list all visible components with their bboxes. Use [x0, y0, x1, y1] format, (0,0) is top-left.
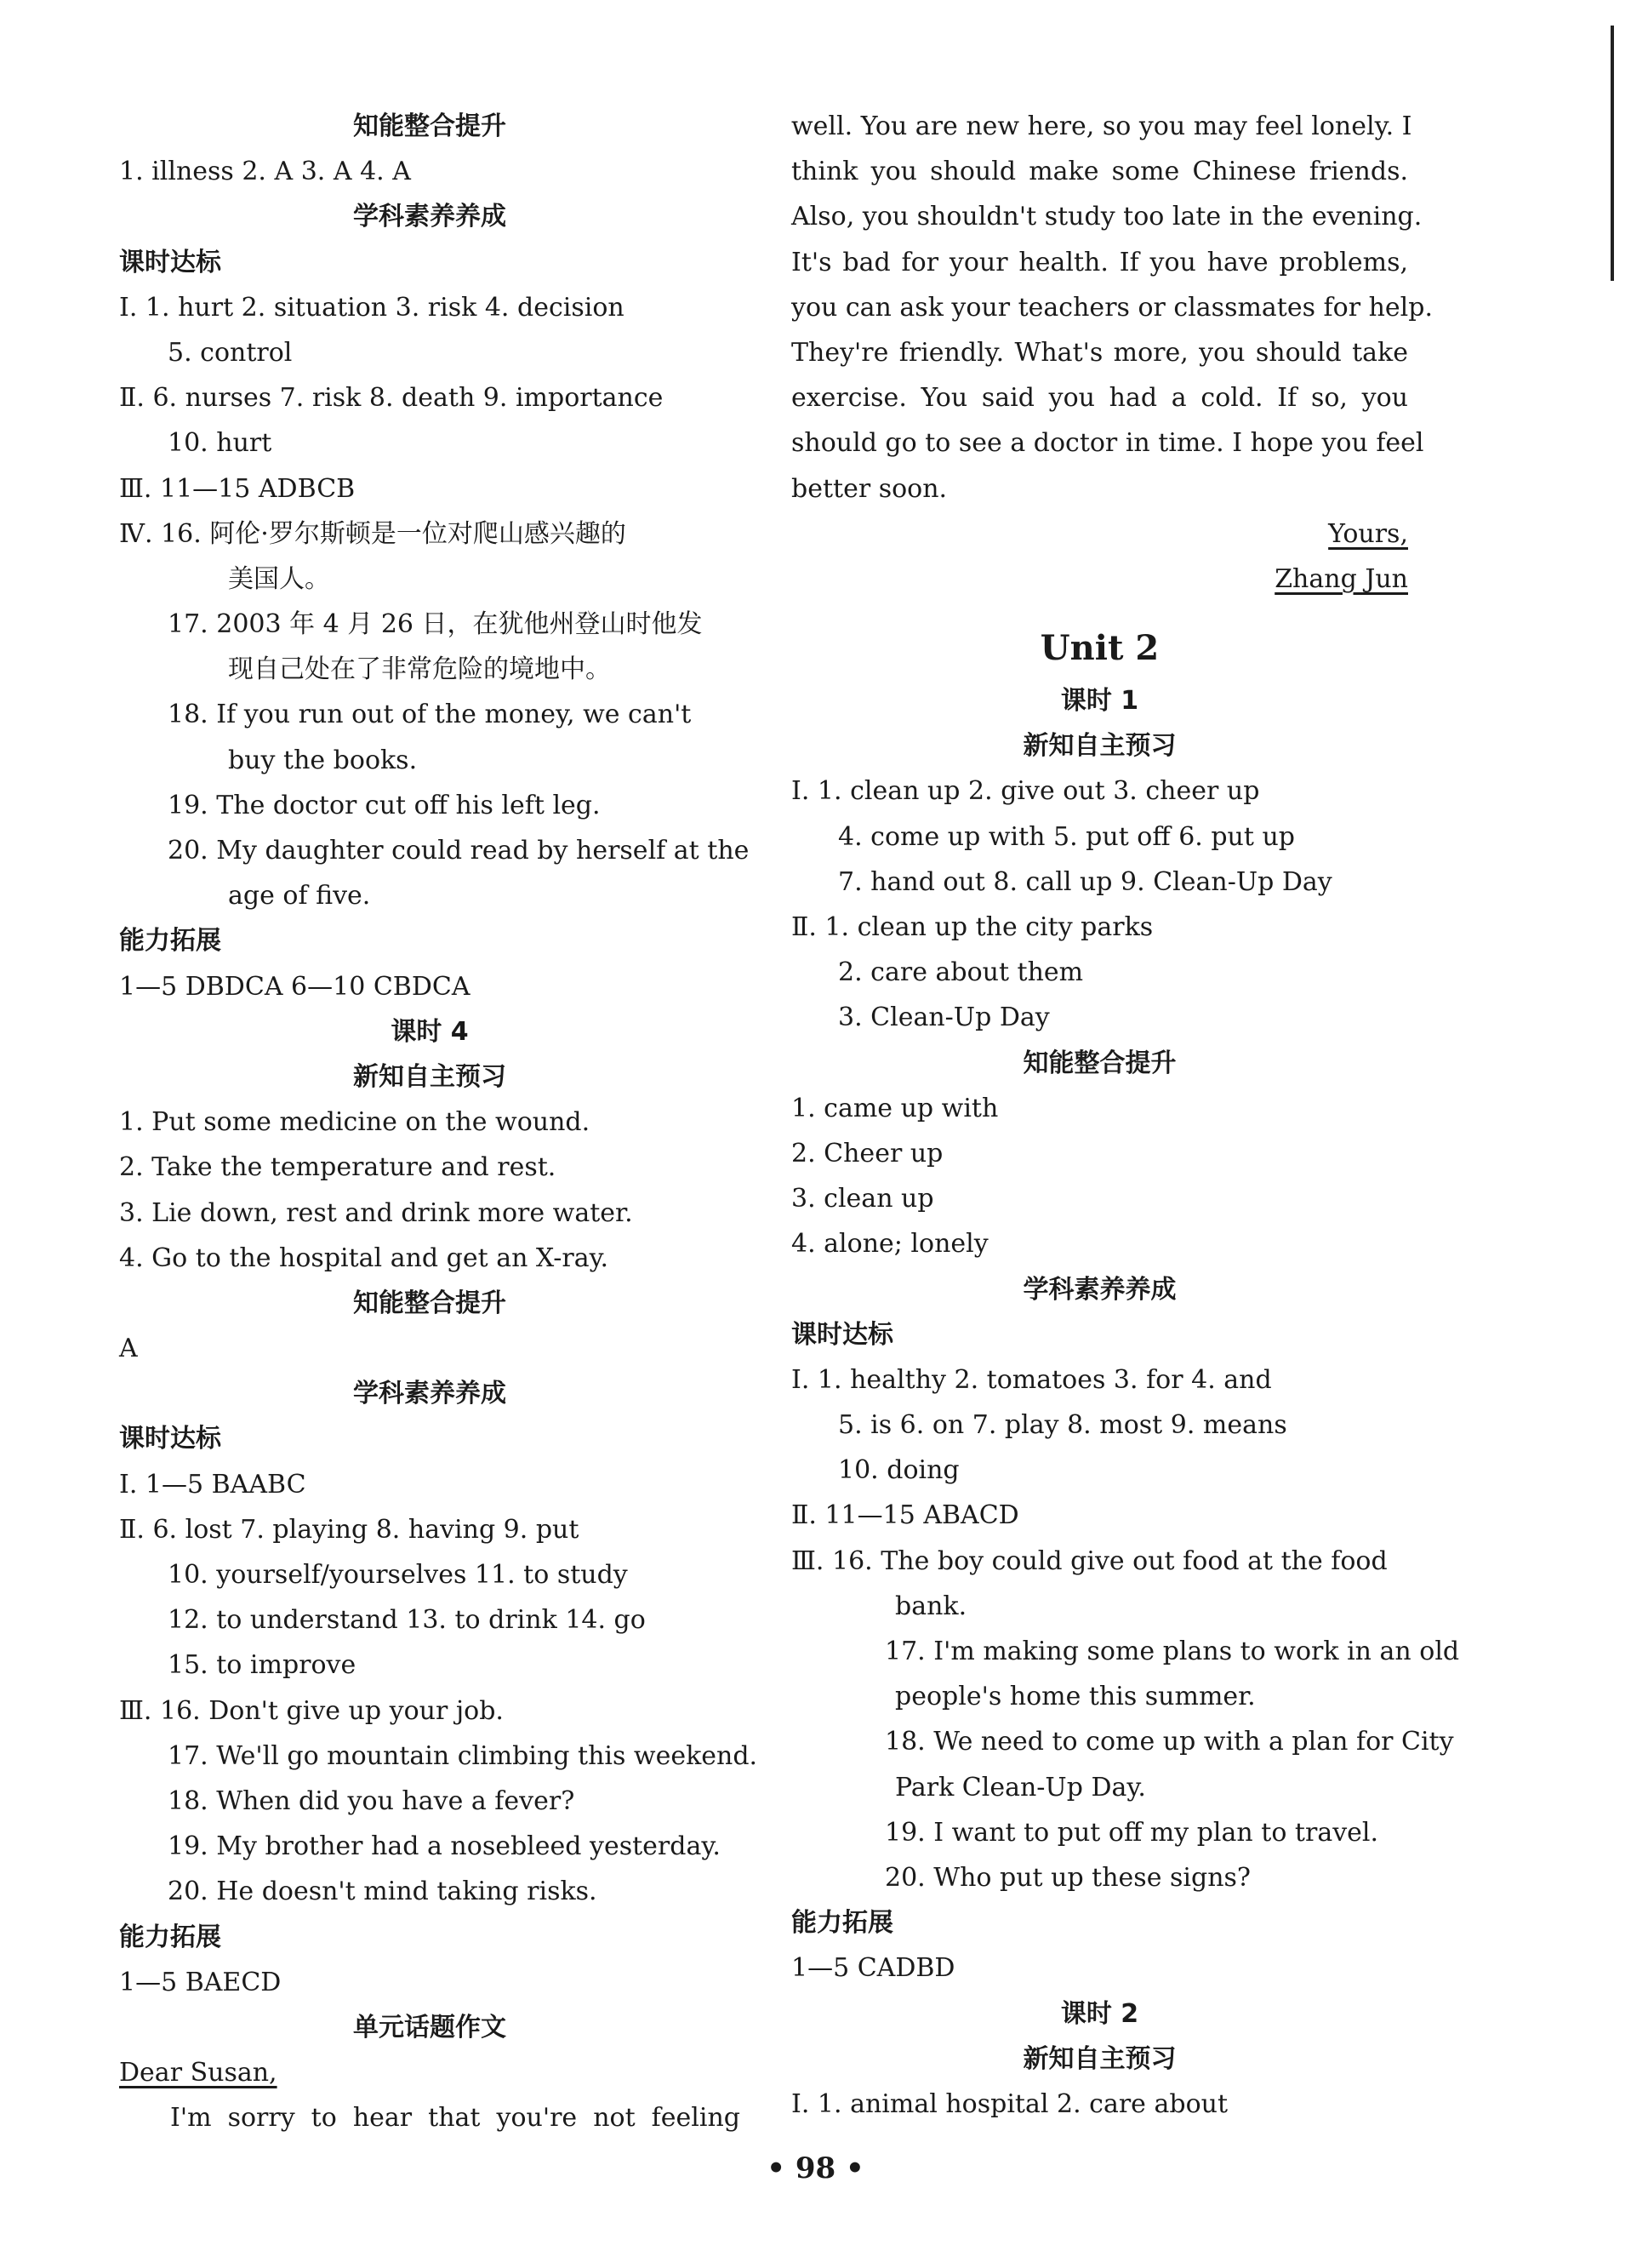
subsection-heading: 能力拓展	[119, 926, 221, 957]
answer-line: 10. doing	[838, 1455, 960, 1486]
answer-line: 1. came up with	[791, 1093, 999, 1123]
section-heading: 新知自主预习	[1023, 731, 1177, 762]
answer-line: 2. Cheer up	[791, 1138, 944, 1168]
answer-line: A	[119, 1334, 138, 1364]
answer-line: 1—5 BAECD	[119, 1967, 282, 1997]
answer-line: 12. to understand 13. to drink 14. go	[168, 1605, 646, 1636]
answer-continuation: age of five.	[228, 881, 371, 911]
answer-line: 2. care about them	[838, 957, 1084, 988]
essay-line: well. You are new here, so you may feel lonely. I	[791, 111, 1412, 141]
answer-line: 15. to improve	[168, 1650, 356, 1681]
subsection-heading: 课时达标	[119, 1424, 221, 1454]
answer-line: Ⅱ. 11—15 ABACD	[791, 1500, 1019, 1531]
answer-line: 10. hurt	[168, 428, 272, 459]
answer-line: 18. We need to come up with a plan for City	[885, 1727, 1454, 1757]
answer-line: 3. clean up	[791, 1184, 934, 1214]
page-number: • 98 •	[767, 2151, 864, 2185]
left-column	[119, 104, 758, 2140]
answer-line: 5. control	[168, 337, 293, 368]
answer-line: Ⅰ. 1. hurt 2. situation 3. risk 4. decision	[119, 292, 624, 323]
answer-line: 2. Take the temperature and rest.	[119, 1152, 556, 1183]
subsection-heading: 课时达标	[791, 1319, 893, 1350]
answer-continuation: 美国人。	[228, 563, 330, 594]
answer-line: 4. Go to the hospital and get an X-ray.	[119, 1243, 609, 1273]
section-heading: 知能整合提升	[353, 111, 506, 141]
answer-line: 3. Clean-Up Day	[838, 1003, 1050, 1033]
section-heading: 学科素养养成	[353, 1379, 506, 1409]
essay-line: It's bad for your health. If you have problems,	[791, 247, 1408, 277]
answer-line: 10. yourself/yourselves 11. to study	[168, 1560, 628, 1590]
answer-line: 17. 2003 年 4 月 26 日，在犹他州登山时他发	[168, 609, 703, 640]
answer-line: Ⅲ. 16. The boy could give out food at the food	[791, 1545, 1388, 1576]
answer-continuation: buy the books.	[228, 745, 418, 775]
answer-line: 5. is 6. on 7. play 8. most 9. means	[838, 1410, 1287, 1441]
essay-line: you can ask your teachers or classmates for help.	[791, 292, 1433, 323]
letter-salutation: Dear Susan,	[119, 2058, 277, 2088]
essay-line: exercise. You said you had a cold. If so, you	[791, 383, 1408, 414]
section-heading: 知能整合提升	[353, 1288, 506, 1318]
subsection-heading: 课时达标	[119, 247, 221, 277]
answer-line: better soon.	[791, 473, 948, 504]
essay-line: Also, you shouldn't study too late in the evening.	[791, 202, 1423, 232]
answer-line: 19. The doctor cut off his left leg.	[168, 790, 601, 820]
answer-line: 17. I'm making some plans to work in an old	[885, 1637, 1460, 1666]
answer-line: 4. come up with 5. put off 6. put up	[838, 821, 1295, 852]
right-column	[791, 104, 1460, 2127]
section-heading: 知能整合提升	[1023, 1048, 1177, 1078]
answer-continuation: 现自己处在了非常危险的境地中。	[228, 654, 611, 685]
section-heading: 课时 2	[1060, 1998, 1139, 2029]
answer-line: Ⅳ. 16. 阿伦·罗尔斯顿是一位对爬山感兴趣的	[119, 518, 626, 549]
answer-continuation: bank.	[895, 1591, 967, 1621]
unit-title: Unit 2	[1040, 628, 1160, 669]
answer-line: 20. My daughter could read by herself at the	[168, 836, 750, 865]
section-heading: 课时 4	[391, 1016, 469, 1047]
answer-line: 17. We'll go mountain climbing this weekend.	[168, 1740, 758, 1771]
answer-line: 19. My brother had a nosebleed yesterday.	[168, 1831, 721, 1862]
answer-line: Ⅰ. 1. healthy 2. tomatoes 3. for 4. and	[791, 1364, 1272, 1395]
answer-line: Ⅱ. 6. lost 7. playing 8. having 9. put	[119, 1514, 579, 1545]
answer-line: Ⅰ. 1. clean up 2. give out 3. cheer up	[791, 776, 1260, 807]
essay-line: think you should make some Chinese friends.	[791, 157, 1408, 187]
answer-line: 1—5 CADBD	[791, 1953, 955, 1984]
answer-line: 1—5 DBDCA 6—10 CBDCA	[119, 971, 470, 1002]
page-edge-mark	[1611, 26, 1614, 281]
section-heading: 学科素养养成	[353, 202, 506, 232]
letter-signoff: Yours,	[1328, 518, 1408, 549]
answer-continuation: Park Clean-Up Day.	[895, 1772, 1146, 1802]
answer-line: 18. When did you have a fever?	[168, 1785, 575, 1816]
answer-line: Ⅲ. 11—15 ADBCB	[119, 473, 356, 504]
answer-line: 1. illness 2. A 3. A 4. A	[119, 157, 411, 187]
essay-line: They're friendly. What's more, you should take	[791, 337, 1408, 368]
answer-line: 4. alone; lonely	[791, 1229, 989, 1260]
answer-line: 20. He doesn't mind taking risks.	[168, 1877, 597, 1907]
letter-signoff: Zhang Jun	[1275, 563, 1408, 594]
section-heading: 新知自主预习	[1023, 2043, 1177, 2074]
answer-line: 7. hand out 8. call up 9. Clean-Up Day	[838, 866, 1332, 897]
answer-line: Ⅰ. 1—5 BAABC	[119, 1469, 306, 1500]
essay-line: should go to see a doctor in time. I hope you feel	[791, 428, 1424, 459]
subsection-heading: 能力拓展	[791, 1908, 893, 1939]
answer-line: 20. Who put up these signs?	[885, 1862, 1251, 1893]
answer-line: 19. I want to put off my plan to travel.	[885, 1817, 1379, 1848]
answer-line: Ⅰ. 1. animal hospital 2. care about	[791, 2088, 1229, 2119]
section-heading: 新知自主预习	[353, 1061, 506, 1092]
section-heading: 课时 1	[1060, 686, 1139, 717]
answer-line: Ⅱ. 1. clean up the city parks	[791, 912, 1154, 942]
section-heading: 学科素养养成	[1023, 1274, 1177, 1305]
answer-line: Ⅲ. 16. Don't give up your job.	[119, 1695, 504, 1726]
answer-line: 3. Lie down, rest and drink more water.	[119, 1197, 633, 1228]
answer-line: Ⅱ. 6. nurses 7. risk 8. death 9. importance	[119, 383, 664, 414]
answer-line: 1. Put some medicine on the wound.	[119, 1107, 590, 1138]
subsection-heading: 能力拓展	[119, 1922, 221, 1952]
essay-line: I'm sorry to hear that you're not feeling	[170, 2103, 740, 2134]
answer-line: 18. If you run out of the money, we can't	[168, 700, 692, 730]
section-heading: 单元话题作文	[353, 2012, 506, 2042]
answer-continuation: people's home this summer.	[895, 1682, 1256, 1712]
